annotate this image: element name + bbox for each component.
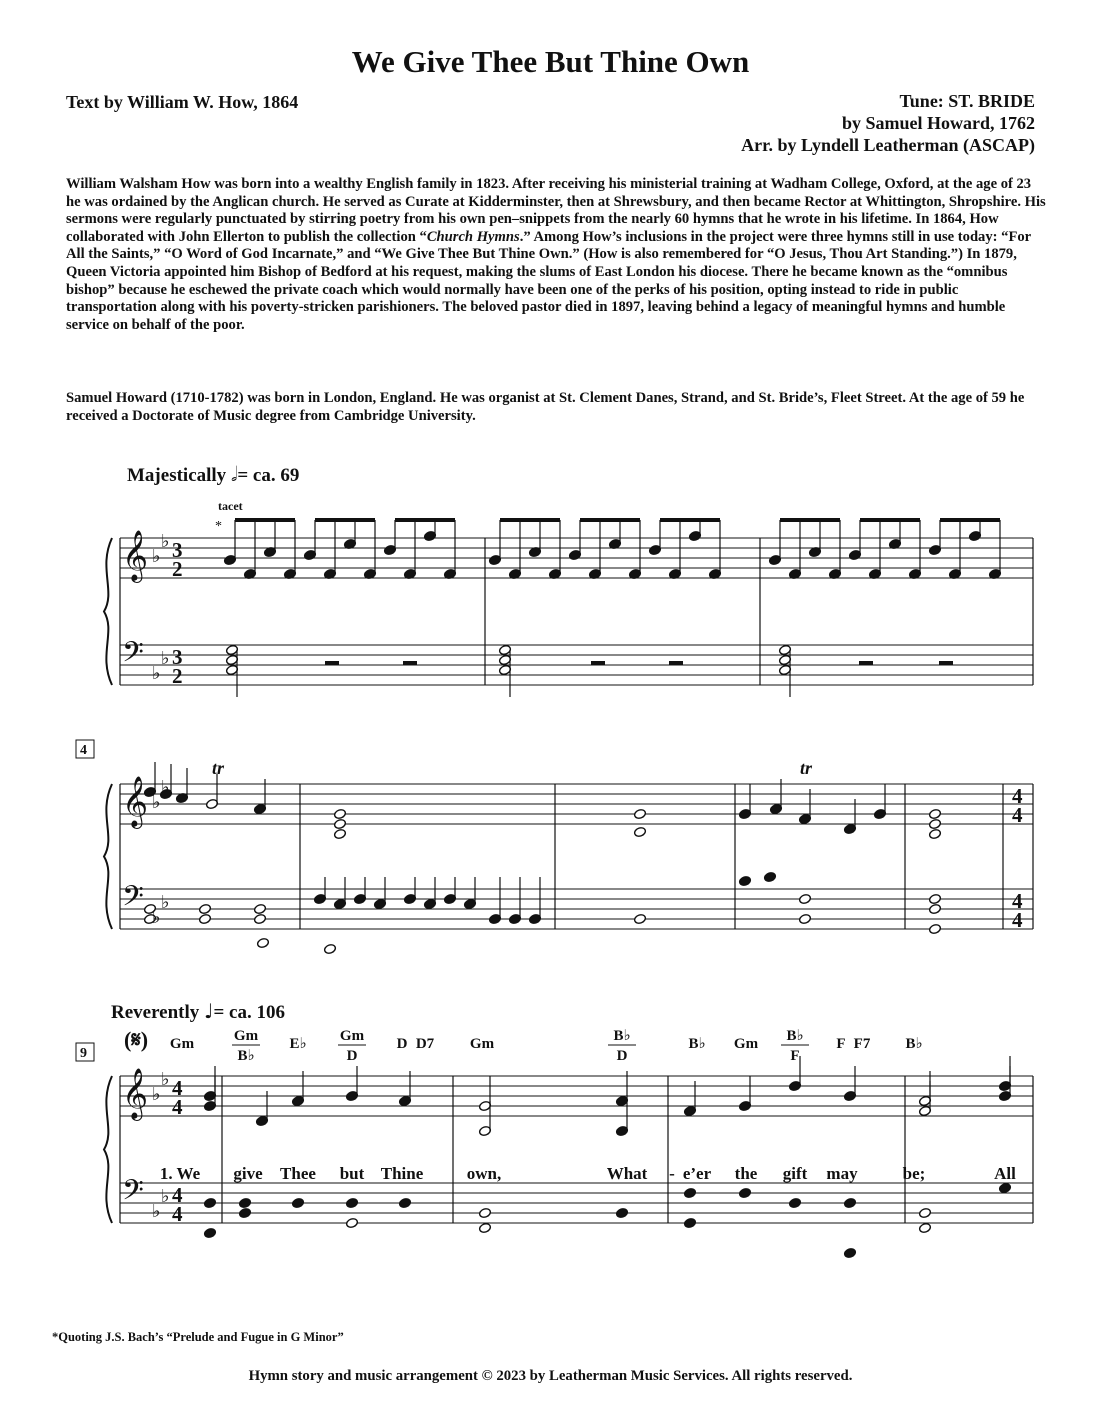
story-text: William Walsham How was born into a wealthy English family in 1823. After receiving his ministerial training at Wadham College, Oxford, at the age of 23 he was ordained by the Anglican church. He served as Curate at Kidderminster, then at Shrewsbury, and then became Rector at Whittington, Shropshire. His sermons were regularly punctuated by stirring poetry from his own pen–snippets from the nearly 60 hymns that he wrote in his lifetime. In 1864, How collaborated with John Ellerton to publish the collection “ xyxy=(66,176,1046,245)
note xyxy=(788,1197,801,1208)
lyric-syllable: but xyxy=(339,1164,365,1183)
tacet-label: tacet xyxy=(218,499,243,513)
note xyxy=(345,1197,358,1208)
half-rest xyxy=(669,661,683,665)
chord-symbol: Gm xyxy=(339,1028,365,1044)
half-note xyxy=(256,937,269,948)
note xyxy=(478,1207,491,1218)
whole-note xyxy=(633,913,646,924)
note xyxy=(683,1187,696,1198)
trill-marking: tr xyxy=(800,758,813,778)
half-note-icon: 𝅗𝅥 xyxy=(230,462,238,486)
composer-credit: by Samuel Howard, 1762 xyxy=(841,113,1035,133)
brace xyxy=(104,538,112,685)
note xyxy=(398,1197,411,1208)
treble-clef-icon: 𝄞 xyxy=(122,777,149,826)
flat-icon: ♭ xyxy=(152,907,161,927)
flat-icon: ♭ xyxy=(152,1201,161,1221)
time-signature: 4 xyxy=(1012,889,1023,913)
story-italic-title: Church Hymns xyxy=(426,228,520,245)
note xyxy=(998,1182,1011,1193)
whole-note xyxy=(928,818,941,829)
chord-symbol: Gm xyxy=(733,1036,759,1052)
time-signature: 4 xyxy=(172,1202,183,1226)
whole-note xyxy=(928,808,941,819)
lyric-syllable: own, xyxy=(466,1164,502,1183)
trill-marking: tr xyxy=(212,758,225,778)
flat-icon: ♭ xyxy=(161,777,170,797)
treble-clef-icon: 𝄞 xyxy=(122,531,149,580)
chord-symbol: F xyxy=(836,1036,846,1052)
chord-symbol: F7 xyxy=(853,1036,871,1052)
time-signature: 4 xyxy=(1012,908,1023,932)
half-rest xyxy=(859,661,873,665)
whole-note xyxy=(323,943,336,954)
page-title: We Give Thee But Thine Own xyxy=(351,44,750,79)
note xyxy=(918,1207,931,1218)
composer-story-paragraph: Samuel Howard (1710-1782) was born in London, England. He was organist at St. Clement Danes, Strand, and St. Bride’s, Fleet Street. At the age of 59 he received a Doctorate of Music degree from Cambridge University. xyxy=(66,390,1025,424)
note xyxy=(238,1197,251,1208)
note xyxy=(203,1227,216,1238)
lyric-syllable: may xyxy=(826,1164,858,1183)
flat-icon: ♭ xyxy=(161,531,170,551)
note xyxy=(918,1222,931,1233)
note xyxy=(798,893,811,904)
chord-symbol: D xyxy=(396,1036,408,1052)
whole-note xyxy=(333,818,346,829)
flat-icon: ♭ xyxy=(152,546,161,566)
note xyxy=(683,1217,696,1228)
chord-symbol: B♭ xyxy=(786,1028,804,1044)
time-signature: 3 xyxy=(172,645,183,669)
note xyxy=(738,875,751,886)
measure-number: 4 xyxy=(80,743,87,758)
tune-name: Tune: ST. BRIDE xyxy=(899,91,1035,111)
asterisk: * xyxy=(215,519,222,534)
whole-note xyxy=(928,828,941,839)
flat-icon: ♭ xyxy=(161,648,170,668)
chord-symbol: E♭ xyxy=(289,1036,307,1052)
tempo-label: Majestically xyxy=(127,465,227,486)
chord-symbol: Gm xyxy=(233,1028,259,1044)
time-signature: 4 xyxy=(1012,803,1023,827)
lyric-syllable: Thee xyxy=(280,1164,316,1183)
whole-note xyxy=(633,826,646,837)
note xyxy=(843,1247,856,1258)
half-rest xyxy=(591,661,605,665)
chord-symbol: B♭ xyxy=(688,1036,706,1052)
tempo-value: = ca. 69 xyxy=(237,465,300,486)
treble-clef-icon: 𝄞 xyxy=(122,1069,149,1118)
chord-symbol: Gm xyxy=(169,1036,195,1052)
flat-icon: ♭ xyxy=(161,1069,170,1089)
note xyxy=(928,903,941,914)
flat-icon: ♭ xyxy=(161,1186,170,1206)
chord-symbol: B♭ xyxy=(613,1028,631,1044)
flat-icon: ♭ xyxy=(161,892,170,912)
lyric-syllable: 1. We xyxy=(159,1164,201,1183)
chord-bass: D xyxy=(616,1048,628,1064)
time-signature: 3 xyxy=(172,538,183,562)
time-signature: 2 xyxy=(172,664,183,688)
chord-symbol: D7 xyxy=(415,1036,435,1052)
time-signature: 2 xyxy=(172,557,183,581)
whole-note xyxy=(333,808,346,819)
footnote: *Quoting J.S. Bach’s “Prelude and Fugue in G Minor” xyxy=(52,1330,344,1344)
note xyxy=(615,1207,628,1218)
chord-bass: B♭ xyxy=(237,1048,255,1064)
flat-icon: ♭ xyxy=(152,663,161,683)
note xyxy=(843,1197,856,1208)
whole-note xyxy=(333,828,346,839)
arranger-credit: Arr. by Lyndell Leatherman (ASCAP) xyxy=(741,135,1035,155)
copyright-notice: Hymn story and music arrangement © 2023 by Leatherman Music Services. All rights reserved. xyxy=(248,1368,853,1384)
tempo-label: Reverently xyxy=(111,1002,200,1023)
text-credit: Text by William W. How, 1864 xyxy=(66,92,299,112)
note xyxy=(345,1217,358,1228)
note xyxy=(478,1222,491,1233)
half-rest xyxy=(403,661,417,665)
lyric-syllable: the xyxy=(734,1164,758,1183)
flat-icon: ♭ xyxy=(152,1084,161,1104)
time-signature: 4 xyxy=(172,1076,183,1100)
note xyxy=(738,1187,751,1198)
brace xyxy=(104,784,112,929)
segno-marking: (𝄋) xyxy=(124,1027,149,1052)
quarter-note-icon: ♩ xyxy=(204,999,214,1023)
note xyxy=(763,871,776,882)
measure-number: 9 xyxy=(80,1046,87,1061)
note xyxy=(238,1207,251,1218)
lyric-syllable: gift xyxy=(782,1164,808,1183)
bass-clef-icon: 𝄢 xyxy=(122,1176,144,1213)
half-note xyxy=(198,903,211,914)
lyric-syllable: What xyxy=(606,1164,648,1183)
half-note xyxy=(253,903,266,914)
lyric-syllable: e’er xyxy=(682,1164,712,1183)
note xyxy=(928,923,941,934)
note xyxy=(928,893,941,904)
whole-note xyxy=(633,808,646,819)
chord-symbol: B♭ xyxy=(905,1036,923,1052)
bass-clef-icon: 𝄢 xyxy=(122,638,144,675)
chord-bass: D xyxy=(346,1048,358,1064)
half-note xyxy=(253,913,266,924)
time-signature: 4 xyxy=(172,1095,183,1119)
note xyxy=(291,1197,304,1208)
half-rest xyxy=(939,661,953,665)
time-signature: 4 xyxy=(1012,784,1023,808)
bass-clef-icon: 𝄢 xyxy=(122,882,144,919)
chord-bass: F xyxy=(790,1048,800,1064)
lyric-syllable: All xyxy=(994,1164,1016,1183)
lyric-syllable: - xyxy=(669,1164,675,1183)
half-note xyxy=(198,913,211,924)
time-signature: 4 xyxy=(172,1183,183,1207)
chord-symbol: Gm xyxy=(469,1036,495,1052)
lyric-syllable: be; xyxy=(902,1164,926,1183)
tempo-value: = ca. 106 xyxy=(213,1002,285,1023)
story-text: .” Among How’s inclusions in the project were three hymns still in use today: “For All the Saints,” “O Word of God Incarnate,” and “We Give Thee But Thine Own.” (How is also remembered for “O Jesus, Thou Art Standing.”) In 1879, Queen Victoria appointed him Bishop of Bedford at his request, making the slums of East London his diocese. There he became known as the “omnibus bishop” because he eschewed the private coach which would normally have been one of the perks of his position, opting instead to ride in public transportation along with his poverty-stricken parishioners. The beloved pastor died in 1897, leaving behind a legacy of meaningful hymns and humble service on behalf of the poor. xyxy=(66,228,1031,333)
note xyxy=(203,1197,216,1208)
note xyxy=(798,913,811,924)
flat-icon: ♭ xyxy=(152,792,161,812)
brace xyxy=(104,1076,112,1223)
lyric-syllable: Thine xyxy=(380,1164,424,1183)
lyric-syllable: give xyxy=(233,1164,263,1183)
half-rest xyxy=(325,661,339,665)
